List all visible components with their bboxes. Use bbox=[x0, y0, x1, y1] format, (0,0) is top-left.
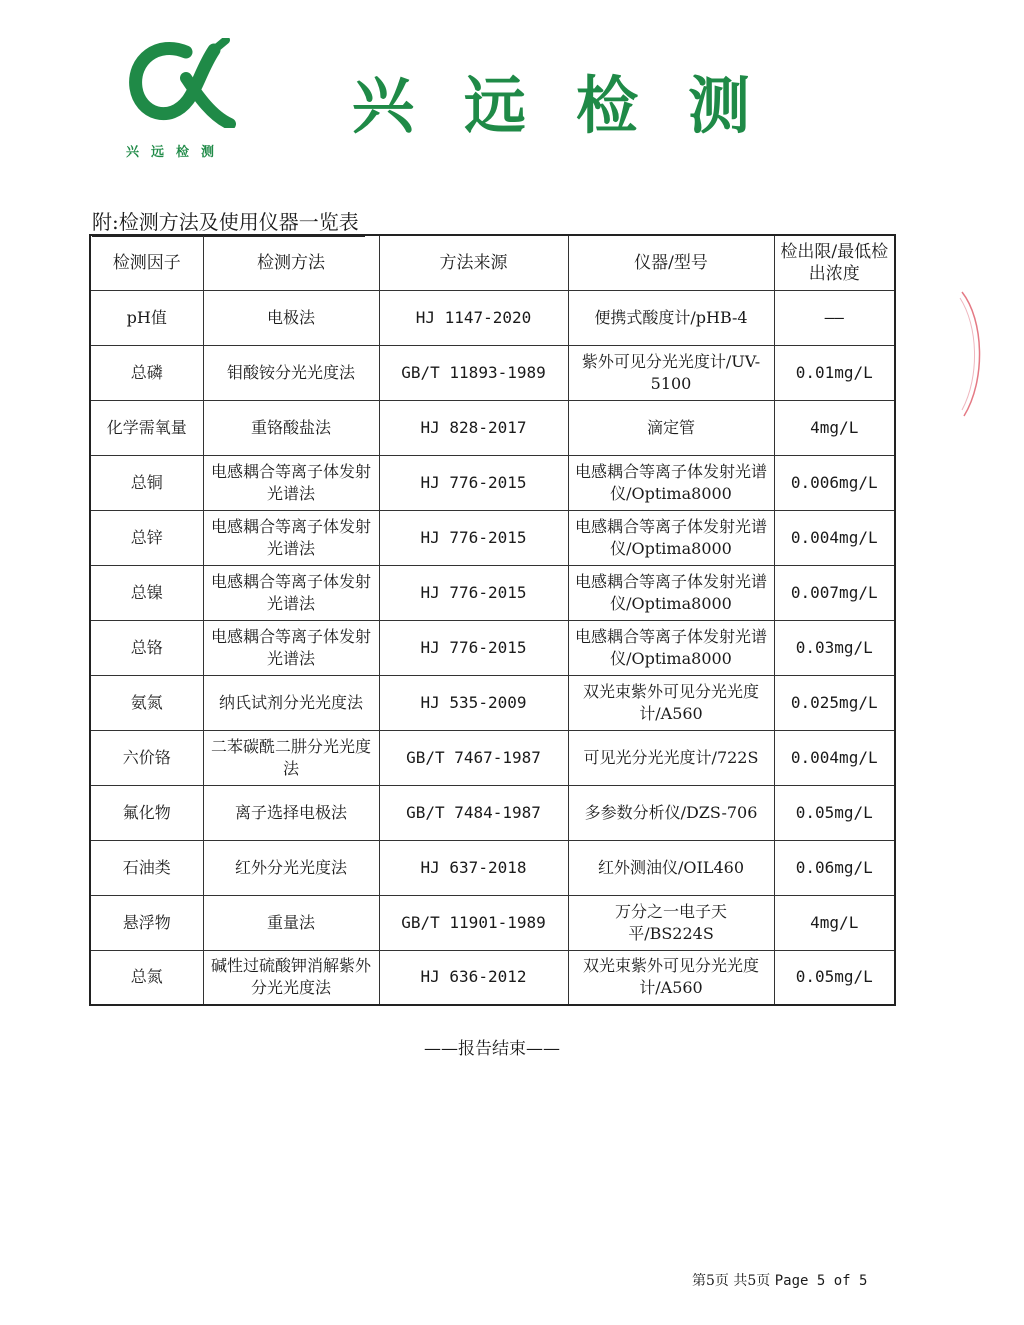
page-number-cn: 第5页 共5页 bbox=[692, 1273, 771, 1289]
cell-limit: 0.006mg/L bbox=[774, 455, 895, 510]
cell-factor: 氟化物 bbox=[90, 785, 203, 840]
cell-factor: 总锌 bbox=[90, 510, 203, 565]
cell-limit: 0.03mg/L bbox=[774, 620, 895, 675]
column-header: 检测方法 bbox=[203, 235, 379, 290]
company-logo bbox=[128, 38, 238, 128]
cell-limit: 0.06mg/L bbox=[774, 840, 895, 895]
cell-factor: 总镍 bbox=[90, 565, 203, 620]
cell-limit: 0.05mg/L bbox=[774, 785, 895, 840]
cell-method: 电感耦合等离子体发射光谱法 bbox=[203, 565, 379, 620]
table-body bbox=[90, 290, 895, 1005]
cell-source: HJ 776-2015 bbox=[379, 455, 568, 510]
cell-method: 纳氏试剂分光光度法 bbox=[203, 675, 379, 730]
cell-method: 重铬酸盐法 bbox=[203, 400, 379, 455]
cell-source: HJ 637-2018 bbox=[379, 840, 568, 895]
column-header: 检测因子 bbox=[90, 235, 203, 290]
table-row bbox=[90, 565, 895, 620]
table-row bbox=[90, 455, 895, 510]
table-row bbox=[90, 785, 895, 840]
cell-limit: 0.004mg/L bbox=[774, 730, 895, 785]
cell-source: GB/T 11901-1989 bbox=[379, 895, 568, 950]
cell-source: GB/T 7484-1987 bbox=[379, 785, 568, 840]
cell-method: 离子选择电极法 bbox=[203, 785, 379, 840]
table-row bbox=[90, 620, 895, 675]
cell-factor: 化学需氧量 bbox=[90, 400, 203, 455]
cell-factor: 总铜 bbox=[90, 455, 203, 510]
page-number-en: Page 5 of 5 bbox=[774, 1273, 868, 1289]
table-row bbox=[90, 840, 895, 895]
cell-instrument: 电感耦合等离子体发射光谱仪/Optima8000 bbox=[568, 510, 774, 565]
table-row bbox=[90, 400, 895, 455]
cell-source: HJ 776-2015 bbox=[379, 565, 568, 620]
table-row bbox=[90, 345, 895, 400]
table-row bbox=[90, 510, 895, 565]
cell-instrument: 电感耦合等离子体发射光谱仪/Optima8000 bbox=[568, 620, 774, 675]
cell-instrument: 双光束紫外可见分光光度计/A560 bbox=[568, 950, 774, 1005]
table-row bbox=[90, 895, 895, 950]
cell-method: 红外分光光度法 bbox=[203, 840, 379, 895]
cell-limit: —— bbox=[774, 290, 895, 345]
cell-method: 重量法 bbox=[203, 895, 379, 950]
cell-limit: 0.025mg/L bbox=[774, 675, 895, 730]
cell-instrument: 万分之一电子天平/BS224S bbox=[568, 895, 774, 950]
column-header: 仪器/型号 bbox=[568, 235, 774, 290]
cell-instrument: 可见光分光光度计/722S bbox=[568, 730, 774, 785]
brand-title: 兴远检测 bbox=[352, 69, 801, 142]
cell-limit: 4mg/L bbox=[774, 895, 895, 950]
cell-factor: pH值 bbox=[90, 290, 203, 345]
cell-method: 钼酸铵分光光度法 bbox=[203, 345, 379, 400]
cell-method: 电感耦合等离子体发射光谱法 bbox=[203, 510, 379, 565]
logo-caption: 兴远检测 bbox=[126, 145, 227, 160]
table-row bbox=[90, 730, 895, 785]
cell-factor: 总铬 bbox=[90, 620, 203, 675]
cell-method: 电极法 bbox=[203, 290, 379, 345]
cell-source: HJ 828-2017 bbox=[379, 400, 568, 455]
cell-instrument: 电感耦合等离子体发射光谱仪/Optima8000 bbox=[568, 565, 774, 620]
cell-limit: 0.007mg/L bbox=[774, 565, 895, 620]
cell-limit: 4mg/L bbox=[774, 400, 895, 455]
cell-source: HJ 1147-2020 bbox=[379, 290, 568, 345]
cell-source: GB/T 11893-1989 bbox=[379, 345, 568, 400]
cell-method: 二苯碳酰二肼分光光度法 bbox=[203, 730, 379, 785]
cell-limit: 0.05mg/L bbox=[774, 950, 895, 1005]
cell-factor: 悬浮物 bbox=[90, 895, 203, 950]
column-header: 方法来源 bbox=[379, 235, 568, 290]
cell-source: GB/T 7467-1987 bbox=[379, 730, 568, 785]
cell-factor: 总氮 bbox=[90, 950, 203, 1005]
cell-factor: 总磷 bbox=[90, 345, 203, 400]
cell-source: HJ 776-2015 bbox=[379, 620, 568, 675]
cell-method: 电感耦合等离子体发射光谱法 bbox=[203, 455, 379, 510]
cell-factor: 氨氮 bbox=[90, 675, 203, 730]
cell-limit: 0.004mg/L bbox=[774, 510, 895, 565]
cell-instrument: 滴定管 bbox=[568, 400, 774, 455]
cell-instrument: 双光束紫外可见分光光度计/A560 bbox=[568, 675, 774, 730]
page-footer bbox=[692, 1270, 867, 1290]
table-header-row bbox=[90, 235, 895, 290]
cell-instrument: 电感耦合等离子体发射光谱仪/Optima8000 bbox=[568, 455, 774, 510]
table-row bbox=[90, 290, 895, 345]
table-row bbox=[90, 675, 895, 730]
seal-stamp bbox=[950, 290, 990, 420]
cell-limit: 0.01mg/L bbox=[774, 345, 895, 400]
cell-source: HJ 636-2012 bbox=[379, 950, 568, 1005]
cell-factor: 六价铬 bbox=[90, 730, 203, 785]
cell-instrument: 多参数分析仪/DZS-706 bbox=[568, 785, 774, 840]
table-title: 附:检测方法及使用仪器一览表 bbox=[92, 206, 359, 235]
cell-instrument: 紫外可见分光光度计/UV-5100 bbox=[568, 345, 774, 400]
cell-source: HJ 776-2015 bbox=[379, 510, 568, 565]
methods-table bbox=[89, 234, 896, 1006]
column-header: 检出限/最低检出浓度 bbox=[774, 235, 895, 290]
cell-method: 电感耦合等离子体发射光谱法 bbox=[203, 620, 379, 675]
cell-source: HJ 535-2009 bbox=[379, 675, 568, 730]
cell-instrument: 红外测油仪/OIL460 bbox=[568, 840, 774, 895]
table-row bbox=[90, 950, 895, 1005]
report-end-note: ——报告结束—— bbox=[424, 1039, 560, 1059]
cell-instrument: 便携式酸度计/pHB-4 bbox=[568, 290, 774, 345]
cell-method: 碱性过硫酸钾消解紫外分光光度法 bbox=[203, 950, 379, 1005]
cell-factor: 石油类 bbox=[90, 840, 203, 895]
